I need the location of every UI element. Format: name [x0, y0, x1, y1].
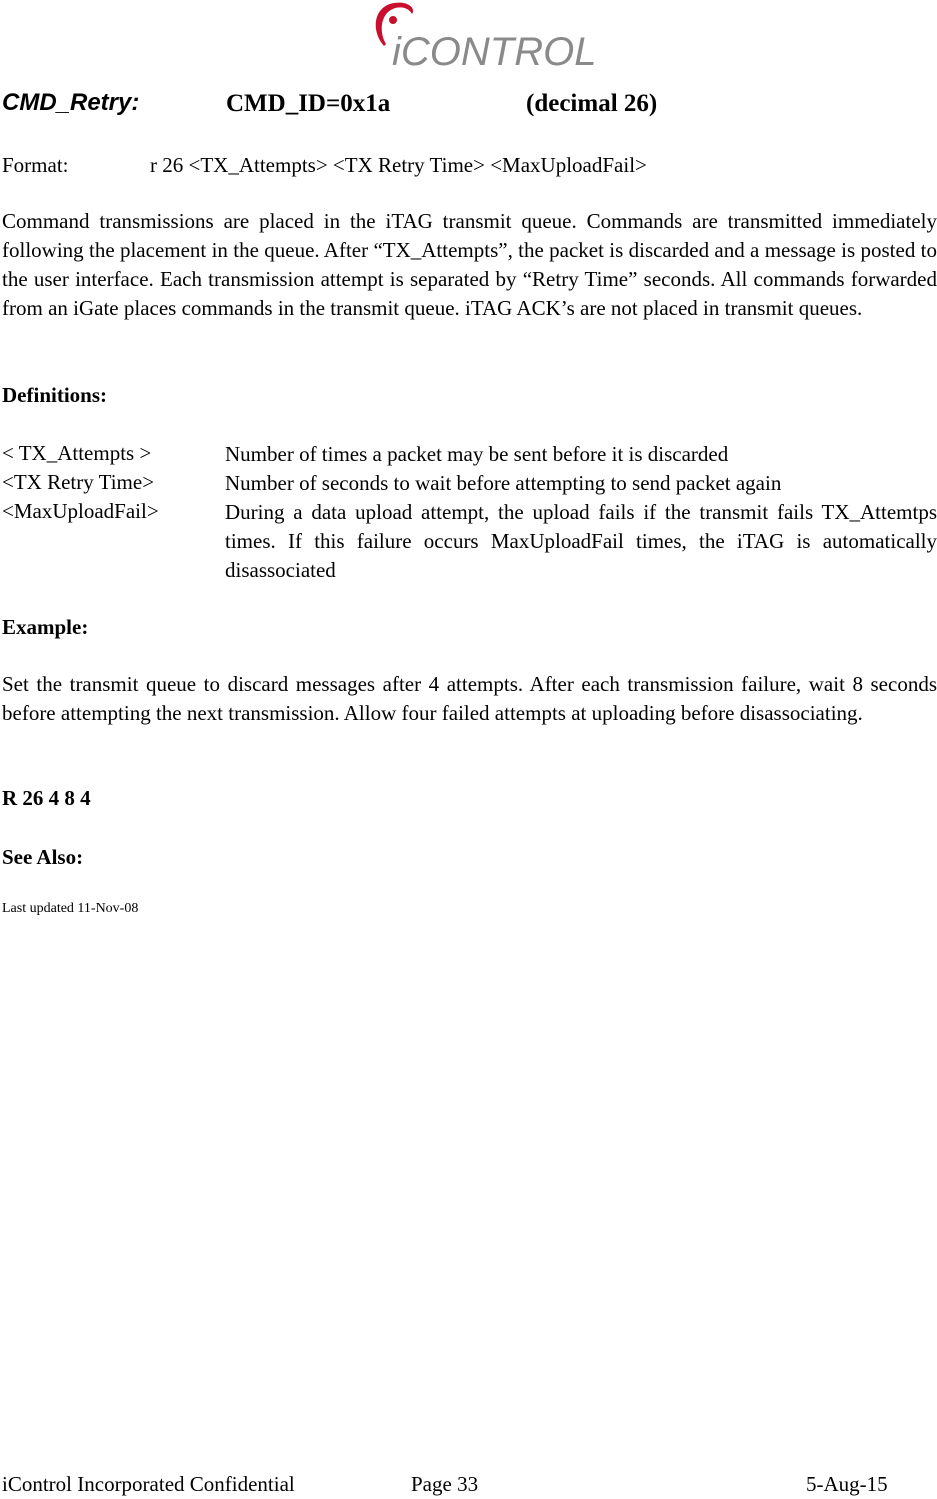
- format-value: r 26 <TX_Attempts> <TX Retry Time> <MaxUploadFail>: [150, 153, 647, 177]
- format-label: Format:: [2, 153, 69, 177]
- definition-term: <MaxUploadFail>: [2, 499, 159, 523]
- command-id: CMD_ID=0x1a: [226, 90, 391, 117]
- footer-date: 5-Aug-15: [806, 1472, 888, 1496]
- example-command: R 26 4 8 4: [2, 786, 91, 810]
- example-paragraph: Set the transmit queue to discard messages after 4 attempts. After each transmission failure, wait 8 seconds before attempting the next transmission. Allow four failed attempts at uploading before disassociating.: [2, 672, 937, 725]
- logo-wordmark: iCONTROL: [392, 30, 597, 74]
- last-updated: Last updated 11-Nov-08: [2, 901, 139, 916]
- definition-description: Number of times a packet may be sent before it is discarded: [225, 442, 729, 466]
- command-name: CMD_Retry:: [2, 89, 140, 116]
- definition-term: < TX_Attempts >: [2, 441, 152, 465]
- footer-company: iControl Incorporated Confidential: [2, 1472, 295, 1496]
- description-paragraph: Command transmissions are placed in the iTAG transmit queue. Commands are transmitted immediately following the placement in the queue. After “TX_Attempts”, the packet is discarded and a message is posted to the user interface. Each transmission attempt is separated by “Retry Time” seconds. All commands forwarded from an iGate places commands in the transmit queue. iTAG ACK’s are not placed in transmit queues.: [2, 209, 937, 320]
- definition-term: <TX Retry Time>: [2, 470, 155, 494]
- see-also-heading: See Also:: [2, 845, 84, 869]
- command-decimal: (decimal 26): [526, 90, 658, 117]
- example-heading: Example:: [2, 615, 89, 639]
- footer-page-number: Page 33: [411, 1472, 479, 1496]
- definition-description: During a data upload attempt, the upload fails if the transmit fails TX_Attemtps times. If this failure occurs MaxUploadFail times, the iTAG is automatically disassociated: [225, 500, 937, 582]
- definition-description: Number of seconds to wait before attempting to send packet again: [225, 471, 782, 495]
- definitions-heading: Definitions:: [2, 383, 107, 407]
